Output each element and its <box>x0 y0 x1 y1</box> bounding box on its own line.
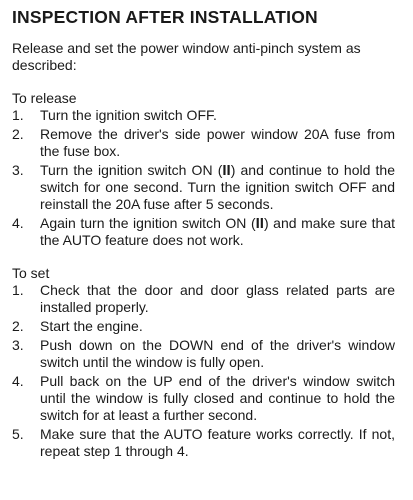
set-step <box>12 426 395 460</box>
set-step <box>12 373 395 424</box>
step-text: Pull back on the UP end of the driver's window switch until the window is fully closed and continue to hold the switch for at least a further second. <box>40 373 395 423</box>
release-step <box>12 107 395 124</box>
step-text-before: Again turn the ignition switch ON ( <box>40 215 256 231</box>
step-text-after: ) and make sure that the AUTO feature does not work. <box>40 215 396 248</box>
set-step <box>12 318 395 335</box>
step-text-before: Turn the ignition switch ON ( <box>40 162 223 178</box>
step-text: Make sure that the AUTO feature works correctly. If not, repeat step 1 through 4. <box>40 426 395 459</box>
step-number: 2. <box>12 126 24 142</box>
set-step <box>12 337 395 371</box>
step-number: 1. <box>12 107 24 123</box>
step-number: 3. <box>12 337 24 353</box>
step-number: 1. <box>12 282 24 298</box>
step-text: Remove the driver's side power window 20A fuse from the fuse box. <box>40 126 395 159</box>
step-text-after: ) and continue to hold the switch for one second. Turn the ignition switch OFF and reinstall the 20A fuse after 5 seconds. <box>40 162 395 212</box>
step-number: 3. <box>12 162 24 178</box>
page-title: INSPECTION AFTER INSTALLATION <box>12 7 318 27</box>
release-steps-list <box>12 107 395 249</box>
ignition-on-symbol: II <box>255 215 264 232</box>
ignition-on-symbol: II <box>222 162 231 179</box>
set-step <box>12 282 395 316</box>
step-text <box>40 215 395 249</box>
set-heading: To set <box>12 265 50 281</box>
step-number: 4. <box>12 373 24 389</box>
step-number: 4. <box>12 215 24 231</box>
step-text <box>40 162 395 213</box>
release-section <box>12 90 395 249</box>
step-text: Push down on the DOWN end of the driver's window switch until the window is fully open. <box>40 337 395 370</box>
step-text: Check that the door and door glass related parts are installed properly. <box>40 282 395 315</box>
section-spacer <box>12 251 395 265</box>
set-section <box>12 265 395 460</box>
set-steps-list <box>12 282 395 460</box>
intro-paragraph: Release and set the power window anti-pinch system as described: <box>12 40 361 73</box>
release-step <box>12 162 395 213</box>
step-text: Start the engine. <box>40 318 143 334</box>
release-step <box>12 126 395 160</box>
release-step <box>12 215 395 249</box>
step-text: Turn the ignition switch OFF. <box>40 107 217 123</box>
step-number: 5. <box>12 426 24 442</box>
step-number: 2. <box>12 318 24 334</box>
release-heading: To release <box>12 90 77 106</box>
